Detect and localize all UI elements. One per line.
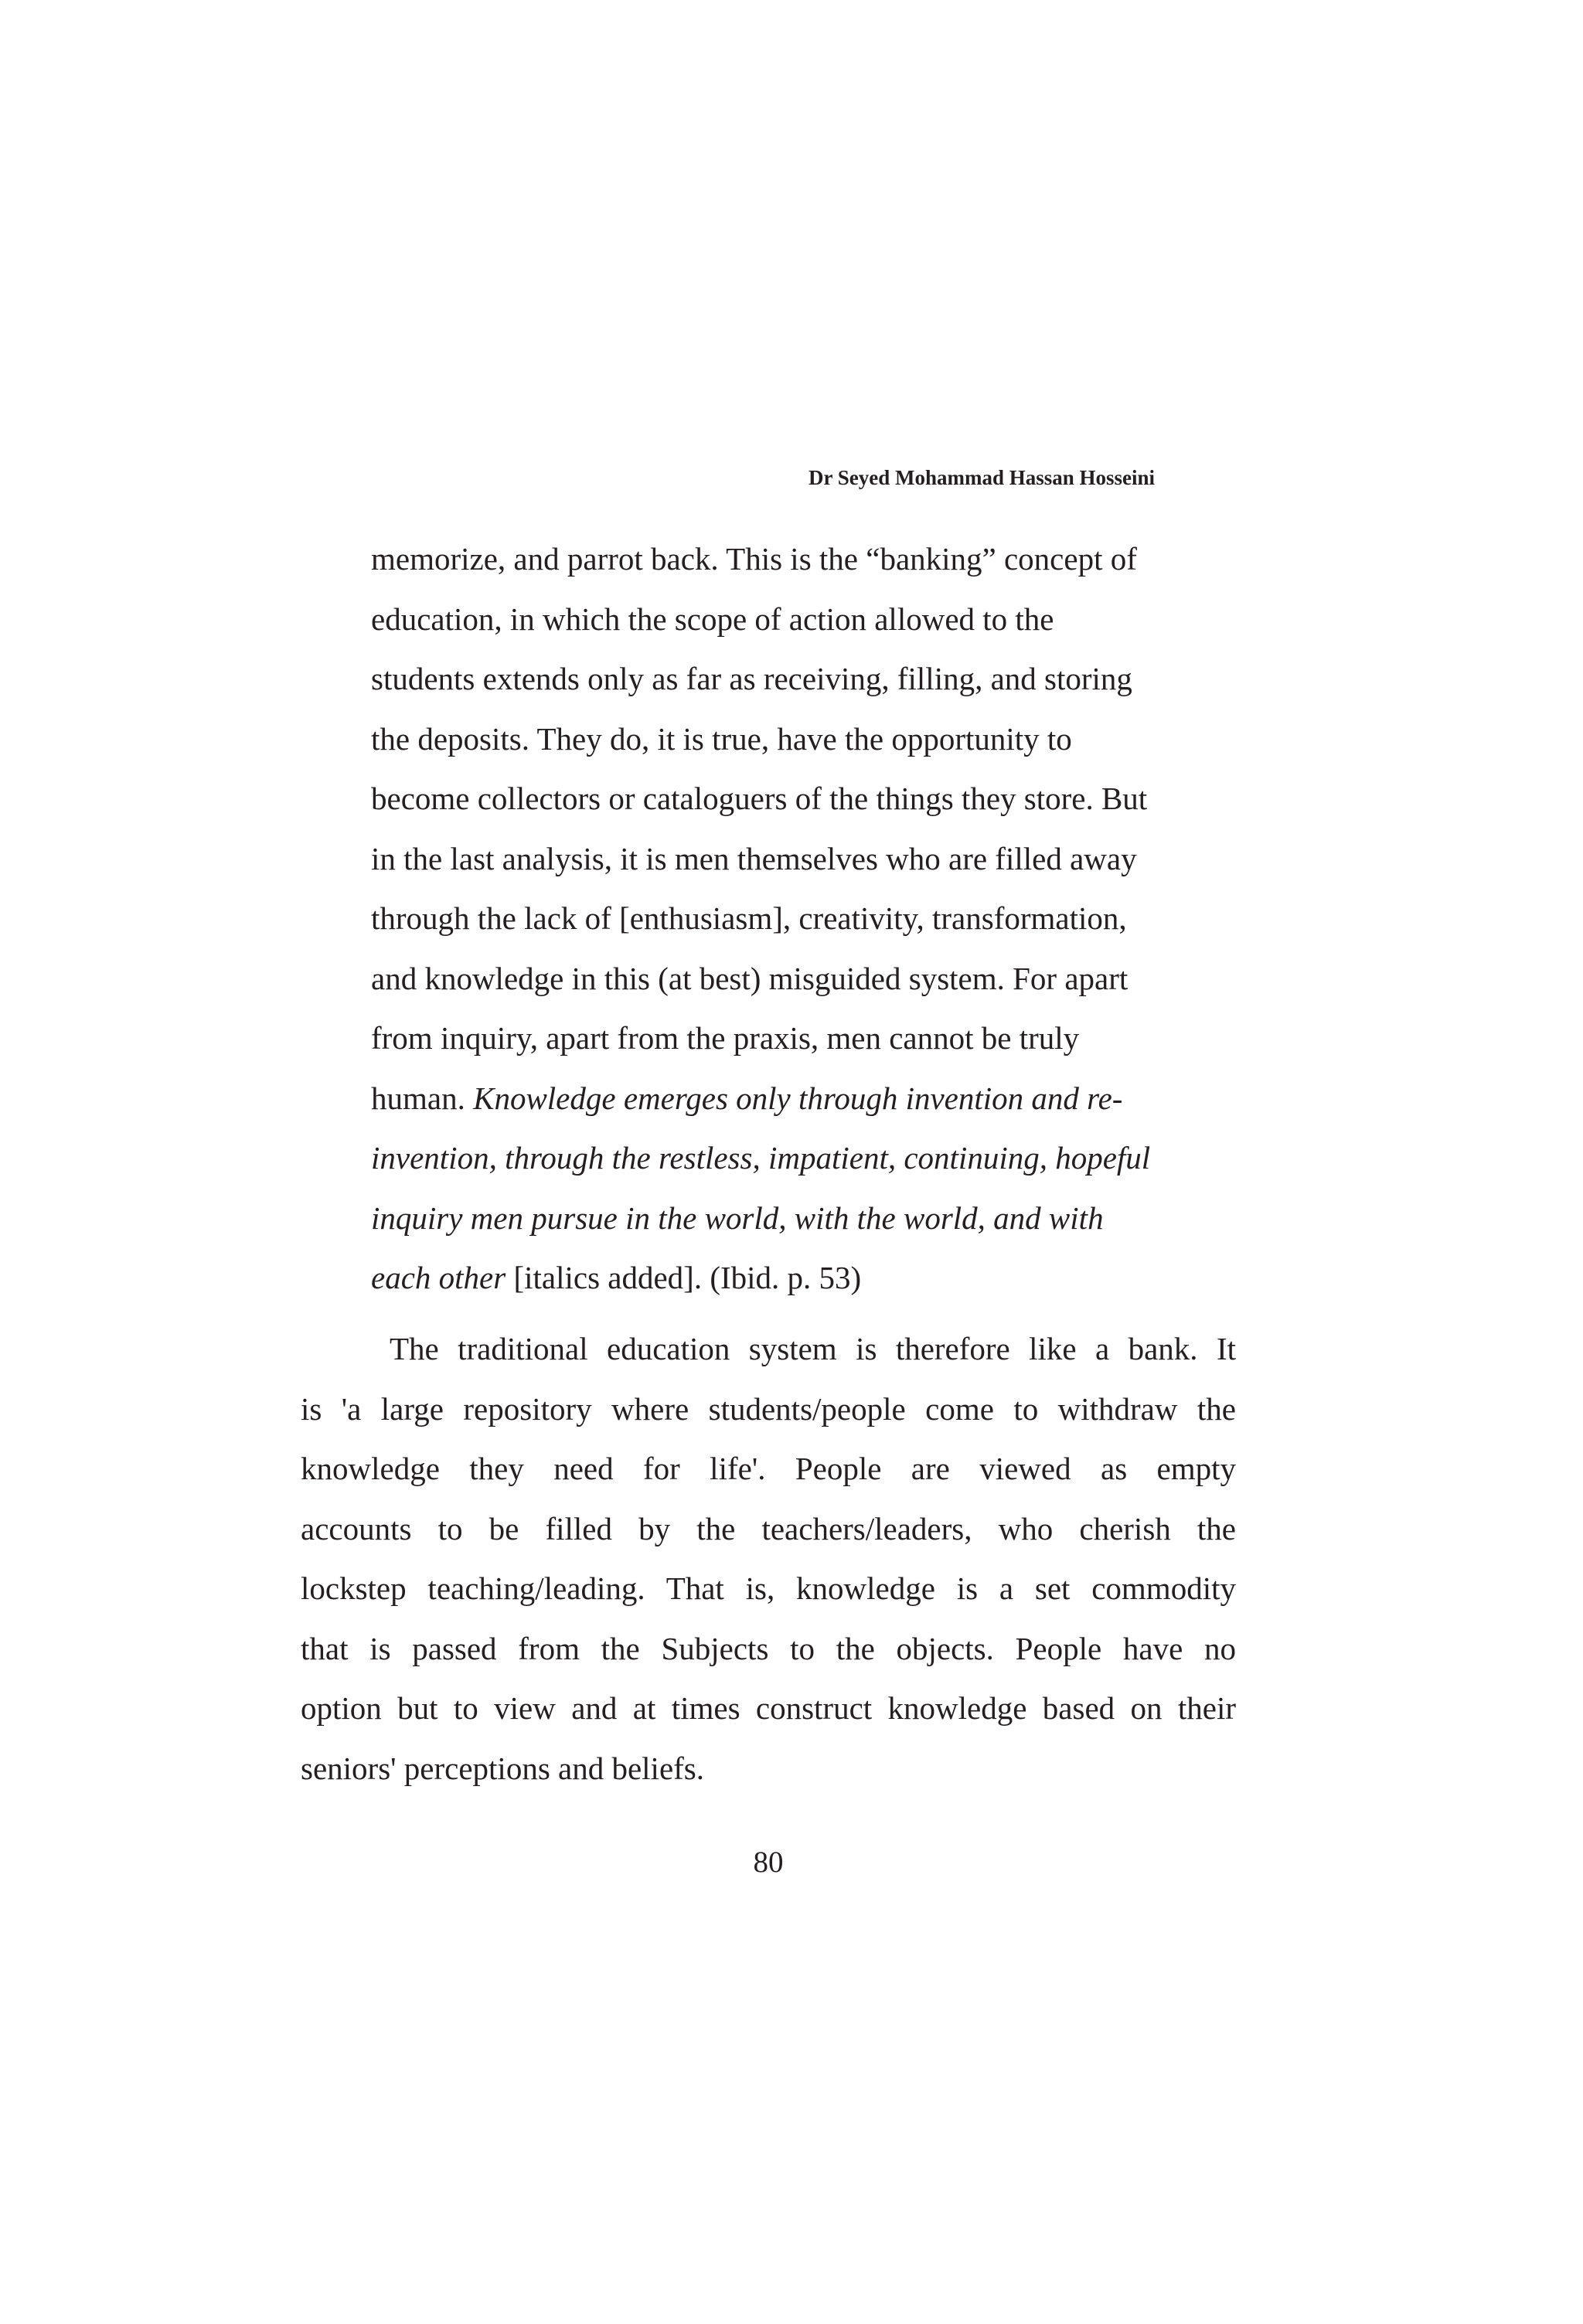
- quote-line: memorize, and parrot back. This is the “banking” concept of: [371, 541, 1137, 577]
- quote-line: and knowledge in this (at best) misguided system. For apart: [371, 960, 1129, 996]
- quote-line: [371, 1128, 1252, 1189]
- quote-line: education, in which the scope of action allowed to the: [371, 601, 1054, 637]
- quote-line: [371, 1069, 1252, 1129]
- quote-line: students extends only as far as receiving, filling, and storing: [371, 661, 1132, 696]
- quote-text-plain: human.: [371, 1080, 465, 1116]
- quote-citation: [italics added]. (Ibid. p. 53): [513, 1260, 862, 1295]
- block-quote: [371, 529, 1252, 1308]
- quote-text-italic: inquiry men pursue in the world, with the world, and with: [371, 1199, 1104, 1236]
- paragraph-line: knowledge they need for life'. People are viewed as empty: [301, 1451, 1236, 1486]
- page-number: 80: [753, 1846, 784, 1879]
- quote-line: through the lack of [enthusiasm], creativity, transformation,: [371, 900, 1127, 936]
- quote-text-italic: Knowledge emerges only through invention and re-: [473, 1080, 1123, 1116]
- paragraph-line: lockstep teaching/leading. That is, knowledge is a set commodity: [301, 1570, 1236, 1606]
- quote-line: from inquiry, apart from the praxis, men cannot be truly: [371, 1020, 1080, 1056]
- paragraph-line: seniors' perceptions and beliefs.: [301, 1750, 705, 1786]
- body-paragraph: [301, 1319, 1236, 1798]
- quote-text-italic: each other: [371, 1260, 506, 1295]
- quote-line: the deposits. They do, it is true, have the opportunity to: [371, 720, 1072, 757]
- quote-line: [371, 1189, 1252, 1249]
- quote-line: become collectors or cataloguers of the things they store. But: [371, 781, 1148, 816]
- paragraph-line: that is passed from the Subjects to the objects. People have no: [301, 1630, 1236, 1666]
- paragraph-line: is 'a large repository where students/people come to withdraw the: [301, 1390, 1236, 1427]
- paragraph-line: option but to view and at times construct knowledge based on their: [301, 1690, 1236, 1726]
- paragraph-line: The traditional education system is therefore like a bank. It: [390, 1331, 1236, 1366]
- paragraph-line: accounts to be filled by the teachers/leaders, who cherish the: [301, 1510, 1236, 1546]
- quote-text-italic: invention, through the restless, impatient, continuing, hopeful: [371, 1140, 1151, 1176]
- quote-line: in the last analysis, it is men themselves who are filled away: [371, 840, 1137, 876]
- quote-line: [371, 1248, 1252, 1308]
- running-header-author: Dr Seyed Mohammad Hassan Hosseini: [809, 466, 1156, 489]
